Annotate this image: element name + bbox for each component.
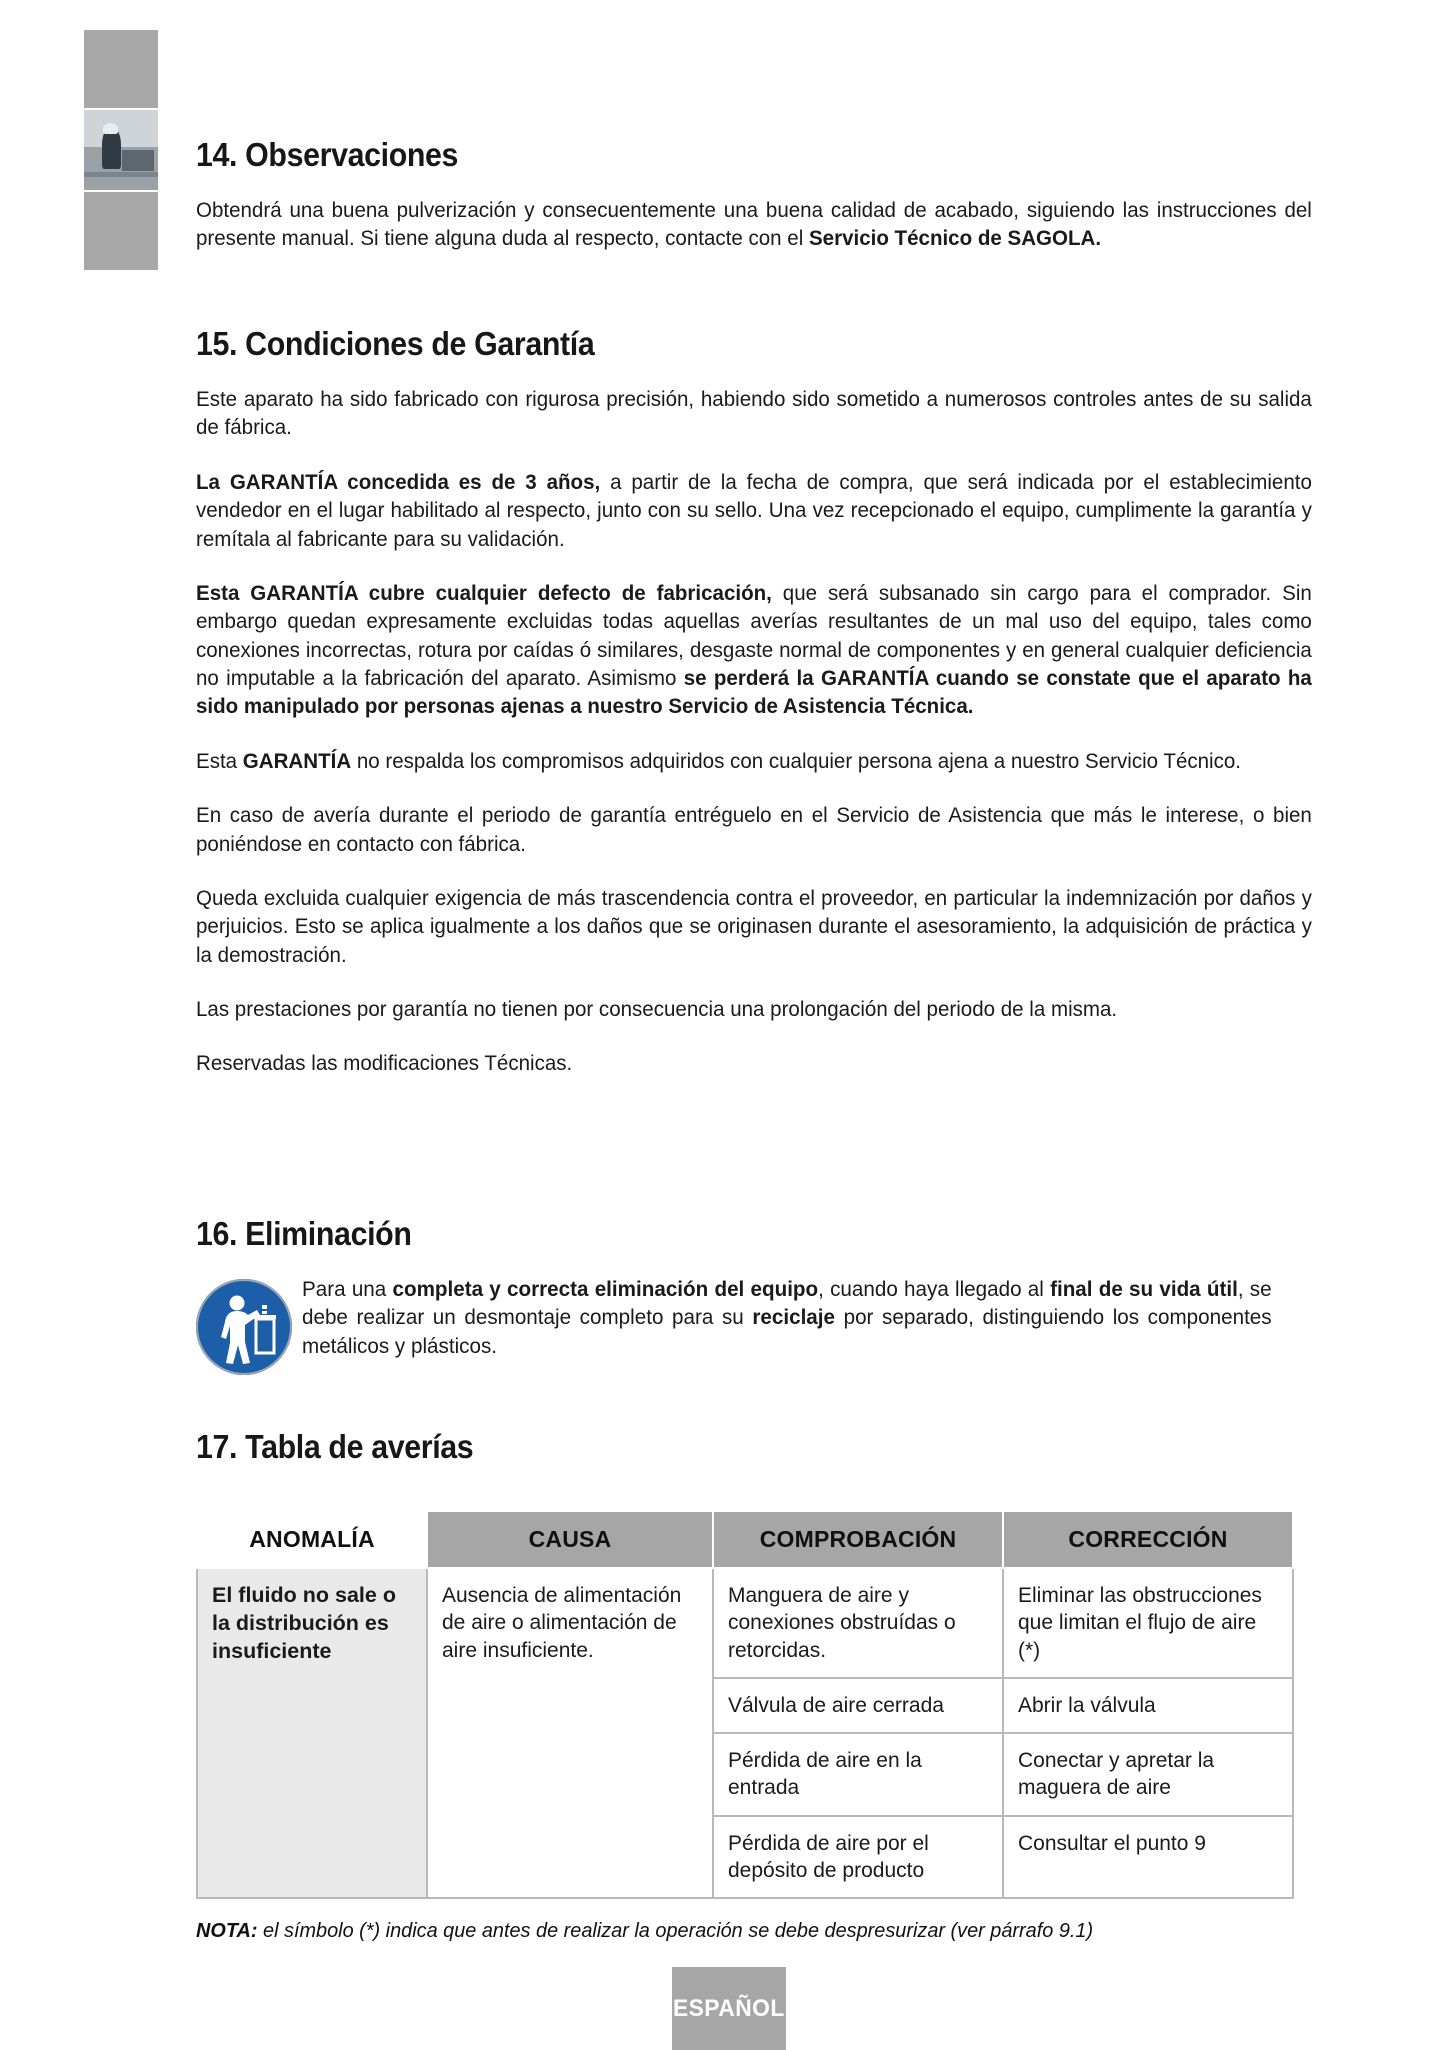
- s15-p2-bold: La GARANTÍA concedida es de 3 años,: [196, 469, 601, 494]
- s15-p3-bold-b: se perderá la GARANTÍA cuando se constate que el aparato ha sido manipulado por personas ajenas a nuestro Servicio de Asistencia Técnica.: [196, 666, 1312, 719]
- photo-panel: [122, 150, 153, 171]
- s15-p4-bold: GARANTÍA: [242, 748, 352, 773]
- cell-correccion: Abrir la válvula: [1003, 1678, 1293, 1733]
- note-text: el símbolo (*) indica que antes de realizar la operación se debe despresurizar (ver párrafo 9.1): [257, 1919, 1094, 1943]
- language-tab: [672, 1967, 786, 2050]
- section-15-heading: 15. Condiciones de Garantía: [196, 325, 595, 362]
- cell-correccion: Eliminar las obstrucciones que limitan el flujo de aire (*): [1003, 1568, 1293, 1678]
- section-condiciones-garantia: [196, 325, 1312, 1104]
- s15-paragraph-6: Queda excluida cualquier exigencia de más trascendencia contra el proveedor, en particular la indemnización por daños y perjuicios. Esto se aplica igualmente a los daños que se originasen durante el asesoramiento, la adquisición de práctica y la demostración.: [196, 885, 1312, 967]
- table-row: [197, 1568, 1293, 1678]
- s16-b: completa y correcta eliminación del equipo: [392, 1277, 819, 1301]
- section-observaciones: [196, 136, 1312, 279]
- cell-comprobacion: Pérdida de aire por el depósito de producto: [713, 1816, 1003, 1899]
- table-header-correccion: CORRECCIÓN: [1003, 1511, 1293, 1568]
- note-label: NOTA:: [196, 1919, 258, 1943]
- photo-table-edge: [84, 172, 158, 177]
- cell-comprobacion: Pérdida de aire en la entrada: [713, 1733, 1003, 1816]
- s15-p4-a: Esta: [196, 748, 243, 773]
- s16-c: , cuando haya llegado al: [818, 1277, 1051, 1301]
- photo-worker-helmet: [103, 123, 118, 134]
- waste-disposal-icon: [196, 1279, 292, 1375]
- s14-p1-b: Servicio Técnico de SAGOLA.: [808, 226, 1102, 251]
- s16-f: reciclaje: [752, 1305, 835, 1330]
- section-14-heading: 14. Observaciones: [196, 136, 459, 173]
- s15-paragraph-1: Este aparato ha sido fabricado con rigurosa precisión, habiendo sido sometido a numerosos controles antes de su salida de fábrica.: [196, 387, 1312, 440]
- s14-p1-a: Obtendrá una buena pulverización y consecuentemente una buena calidad de acabado, siguiendo las instrucciones del presente manual. Si tiene alguna duda al respecto, contacte con el: [196, 198, 1312, 251]
- s15-paragraph-5: En caso de avería durante el periodo de garantía entréguelo en el Servicio de Asistencia que más le interese, o bien poniéndose en contacto con fábrica.: [196, 803, 1312, 856]
- cell-correccion: Consultar el punto 9: [1003, 1816, 1293, 1899]
- section-eliminacion: [196, 1215, 1312, 1375]
- elimination-paragraph: [302, 1275, 1272, 1360]
- table-header-anomalia: ANOMALÍA: [197, 1511, 427, 1568]
- table-header-row: [197, 1511, 1293, 1568]
- s15-paragraph-8: Reservadas las modificaciones Técnicas.: [196, 1051, 573, 1076]
- section-tabla-averias: [196, 1428, 1312, 1943]
- cell-anomalia: El fluido no sale o la distribución es insuficiente: [197, 1568, 427, 1898]
- cell-comprobacion: Manguera de aire y conexiones obstruídas o retorcidas.: [713, 1568, 1003, 1678]
- s15-p3-mid: que será subsanado sin cargo para el comprador. Sin embargo quedan expresamente excluidas todas aquellas averías resultantes de un mal uso del equipo, tales como conexiones incorrectas, rotura por caídas ó similares, desgaste normal de componentes y en general cualquier deficiencia no imputable a la fabricación del aparato. Asimismo: [196, 580, 1312, 690]
- left-margin-decorations: [42, 0, 116, 2050]
- margin-gray-block-top: [84, 30, 158, 108]
- faults-table: [196, 1510, 1294, 1899]
- s15-p4-c: no respalda los compromisos adquiridos con cualquier persona ajena a nuestro Servicio Técnico.: [351, 748, 1242, 773]
- s16-g: por separado, distinguiendo los componentes metálicos y plásticos.: [302, 1305, 1272, 1358]
- margin-gray-block-bottom: [84, 192, 158, 270]
- margin-photo-thumbnail: [84, 110, 158, 190]
- photo-sky: [84, 110, 158, 147]
- s15-p3-bold-a: Esta GARANTÍA cubre cualquier defecto de fabricación,: [196, 580, 772, 605]
- section-16-heading: 16. Eliminación: [196, 1215, 412, 1252]
- s15-paragraph-2: [196, 468, 1312, 553]
- table-note: [196, 1919, 1279, 1943]
- s15-paragraph-3: [196, 579, 1312, 721]
- s15-p2-rest: a partir de la fecha de compra, que será indicada por el establecimiento vendedor en el lugar habilitado al respecto, junto con su sello. Una vez recepcionado el equipo, cumplimente la garantía y remítala al fabricante para su validación.: [196, 469, 1312, 551]
- section-14-paragraph: [196, 196, 1312, 253]
- table-header-comprobacion: COMPROBACIÓN: [713, 1511, 1003, 1568]
- section-17-heading: 17. Tabla de averías: [196, 1428, 474, 1465]
- table-header-causa: CAUSA: [427, 1511, 713, 1568]
- language-tab-label: ESPAÑOL: [673, 1994, 785, 2022]
- waste-disposal-icon-wrap: [196, 1275, 302, 1375]
- s15-paragraph-4: [196, 747, 1312, 775]
- s16-a: Para una: [302, 1277, 393, 1301]
- cell-causa: Ausencia de alimentación de aire o alimentación de aire insuficiente.: [427, 1568, 713, 1898]
- s15-paragraph-7: Las prestaciones por garantía no tienen por consecuencia una prolongación del periodo de la misma.: [196, 997, 1118, 1021]
- s16-d: final de su vida útil: [1050, 1277, 1238, 1301]
- s16-e: , se debe realizar un desmontaje completo para su: [302, 1277, 1272, 1330]
- cell-comprobacion: Válvula de aire cerrada: [713, 1678, 1003, 1733]
- elimination-row: [196, 1275, 1312, 1375]
- cell-correccion: Conectar y apretar la maguera de aire: [1003, 1733, 1293, 1816]
